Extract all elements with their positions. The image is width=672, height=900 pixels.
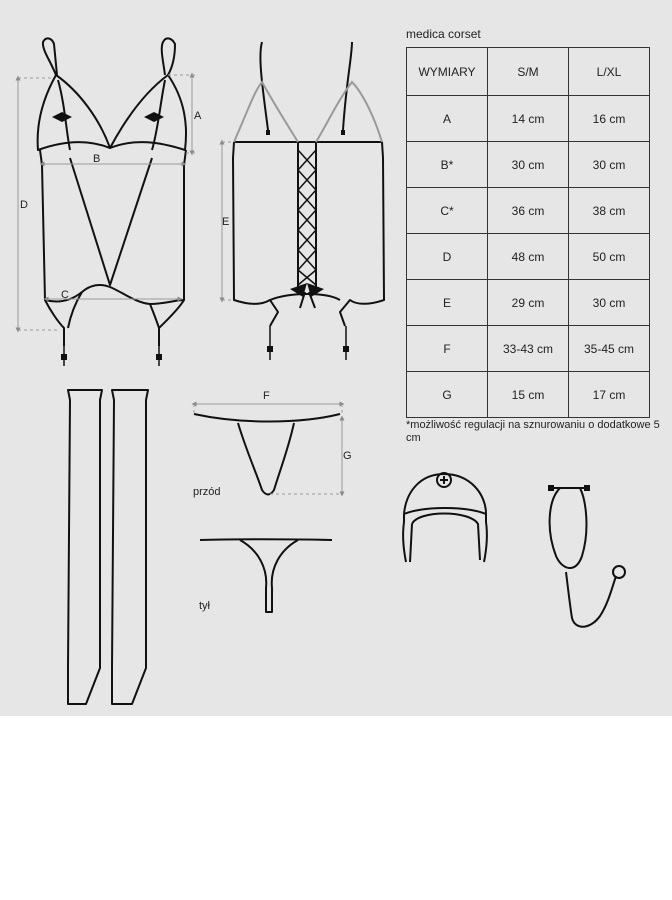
table-header: L/XL	[569, 48, 650, 96]
table-row	[407, 96, 650, 142]
table-cell: 38 cm	[569, 188, 650, 234]
thong-back-drawing	[200, 539, 332, 612]
table-cell: 50 cm	[569, 234, 650, 280]
table-cell: G	[407, 372, 488, 418]
table-cell: 15 cm	[488, 372, 569, 418]
table-header-row	[407, 48, 650, 96]
nurse-cap-drawing	[403, 473, 487, 562]
table-cell: 35-45 cm	[569, 326, 650, 372]
size-table	[406, 47, 650, 418]
table-cell: 14 cm	[488, 96, 569, 142]
label-back: tył	[199, 600, 210, 612]
table-cell: 30 cm	[488, 142, 569, 188]
footnote: *możliwość regulacji na sznurowaniu o dodatkowe 5 cm	[406, 419, 660, 444]
dim-label-f: F	[263, 390, 270, 402]
table-header: S/M	[488, 48, 569, 96]
product-title: medica corset	[406, 27, 481, 41]
medical-cross-icon	[440, 476, 448, 484]
corset-front-drawing	[38, 38, 186, 346]
table-cell: D	[407, 234, 488, 280]
dim-label-e: E	[222, 216, 230, 228]
corset-back-drawing	[233, 42, 384, 326]
label-front: przód	[193, 486, 221, 498]
table-row	[407, 280, 650, 326]
dim-label-c: C	[61, 289, 69, 301]
table-cell: 36 cm	[488, 188, 569, 234]
table-header: WYMIARY	[407, 48, 488, 96]
dim-label-b: B	[93, 153, 101, 165]
stethoscope-drawing	[550, 488, 625, 627]
table-row	[407, 188, 650, 234]
table-cell: 16 cm	[569, 96, 650, 142]
table-row	[407, 326, 650, 372]
thong-front-drawing	[194, 414, 340, 495]
table-cell: 30 cm	[569, 280, 650, 326]
table-row	[407, 142, 650, 188]
table-cell: B*	[407, 142, 488, 188]
table-cell: F	[407, 326, 488, 372]
lacing	[298, 150, 316, 285]
dim-label-a: A	[194, 110, 202, 122]
stockings-drawing	[68, 390, 148, 704]
table-cell: 48 cm	[488, 234, 569, 280]
table-cell: 29 cm	[488, 280, 569, 326]
dim-label-d: D	[20, 199, 28, 211]
table-row	[407, 372, 650, 418]
table-cell: 30 cm	[569, 142, 650, 188]
table-cell: E	[407, 280, 488, 326]
table-cell: C*	[407, 188, 488, 234]
table-cell: 33-43 cm	[488, 326, 569, 372]
table-cell: A	[407, 96, 488, 142]
table-cell: 17 cm	[569, 372, 650, 418]
dim-label-g: G	[343, 450, 352, 462]
table-row	[407, 234, 650, 280]
